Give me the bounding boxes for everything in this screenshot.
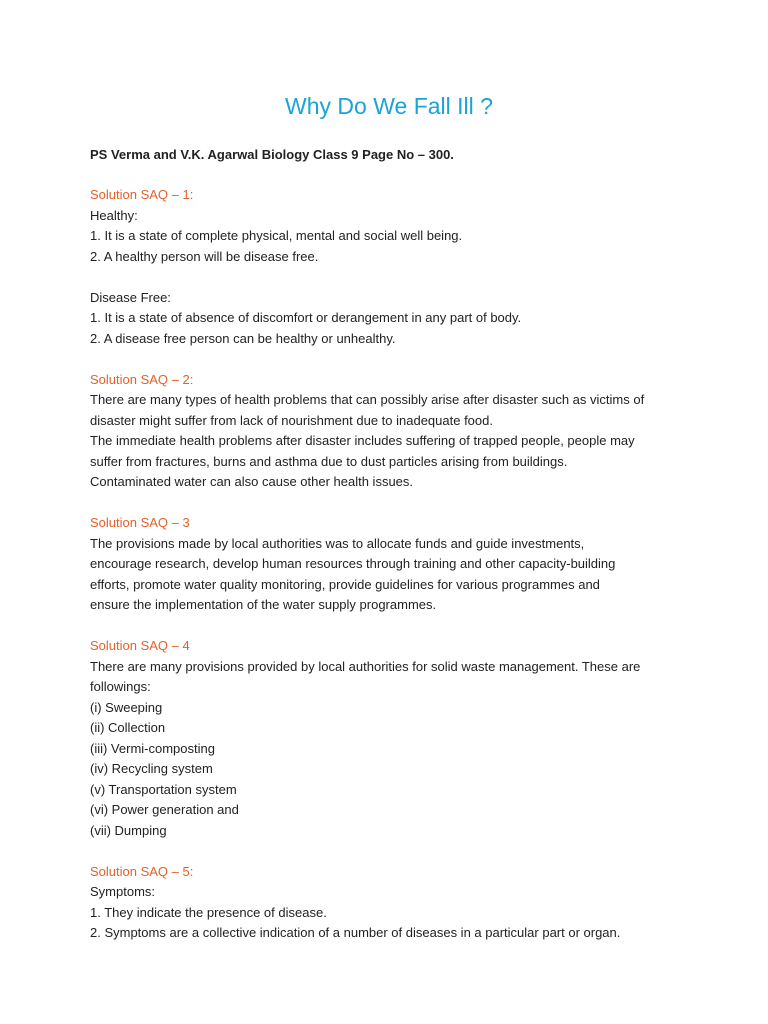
solution-heading: Solution SAQ – 2: [90, 371, 194, 387]
list-item: (vi) Power generation and [90, 802, 239, 817]
text-line: The provisions made by local authorities was to allocate funds and guide investments, [90, 535, 585, 551]
document-subtitle: PS Verma and V.K. Agarwal Biology Class 9 Page No – 300. [90, 147, 454, 162]
solution-saq-1 [90, 185, 688, 349]
list-item: (iii) Vermi-composting [90, 740, 215, 756]
text-line: suffer from fractures, burns and asthma due to dust particles arising from buildings. [90, 453, 568, 469]
text-line: encourage research, develop human resources through training and other capacity-building [90, 556, 616, 571]
text-line: 1. It is a state of complete physical, mental and social well being. [90, 228, 463, 243]
solution-heading: Solution SAQ – 5: [90, 863, 194, 879]
text-line: ensure the implementation of the water supply programmes. [90, 597, 437, 612]
list-item: (i) Sweeping [90, 699, 163, 715]
text-line: 1. They indicate the presence of disease. [90, 904, 327, 920]
term-healthy: Healthy: [90, 207, 138, 223]
text-line: 2. A disease free person can be healthy or unhealthy. [90, 330, 396, 346]
term-symptoms: Symptoms: [90, 884, 156, 899]
list-item: (iv) Recycling system [90, 761, 213, 776]
solution-saq-2 [90, 370, 688, 493]
solution-saq-5 [90, 862, 688, 944]
solution-heading: Solution SAQ – 1: [90, 187, 194, 202]
list-item: (v) Transportation system [90, 781, 237, 797]
text-line: followings: [90, 679, 151, 694]
text-line: disaster might suffer from lack of nourishment due to inadequate food. [90, 412, 493, 428]
term-disease-free: Disease Free: [90, 289, 171, 305]
text-line: 2. Symptoms are a collective indication of a number of diseases in a particular part or organ. [90, 925, 621, 940]
solution-saq-4 [90, 636, 688, 841]
text-line: There are many provisions provided by local authorities for solid waste management. These are [90, 658, 641, 674]
text-line: 1. It is a state of absence of discomfort or derangement in any part of body. [90, 310, 522, 325]
text-line: There are many types of health problems that can possibly arise after disaster such as victims of [90, 392, 645, 407]
text-line: Contaminated water can also cause other health issues. [90, 474, 414, 489]
solution-heading: Solution SAQ – 3 [90, 515, 190, 530]
document-title: Why Do We Fall Ill ? [285, 93, 493, 119]
text-line: efforts, promote water quality monitoring, provide guidelines for various programmes and [90, 576, 600, 592]
text-line: The immediate health problems after disaster includes suffering of trapped people, people may [90, 433, 635, 448]
list-item: (ii) Collection [90, 720, 166, 735]
text-line: 2. A healthy person will be disease free. [90, 248, 319, 264]
solution-heading: Solution SAQ – 4 [90, 638, 190, 653]
list-item: (vii) Dumping [90, 822, 167, 838]
solution-saq-3 [90, 513, 688, 616]
spacer [90, 267, 688, 288]
